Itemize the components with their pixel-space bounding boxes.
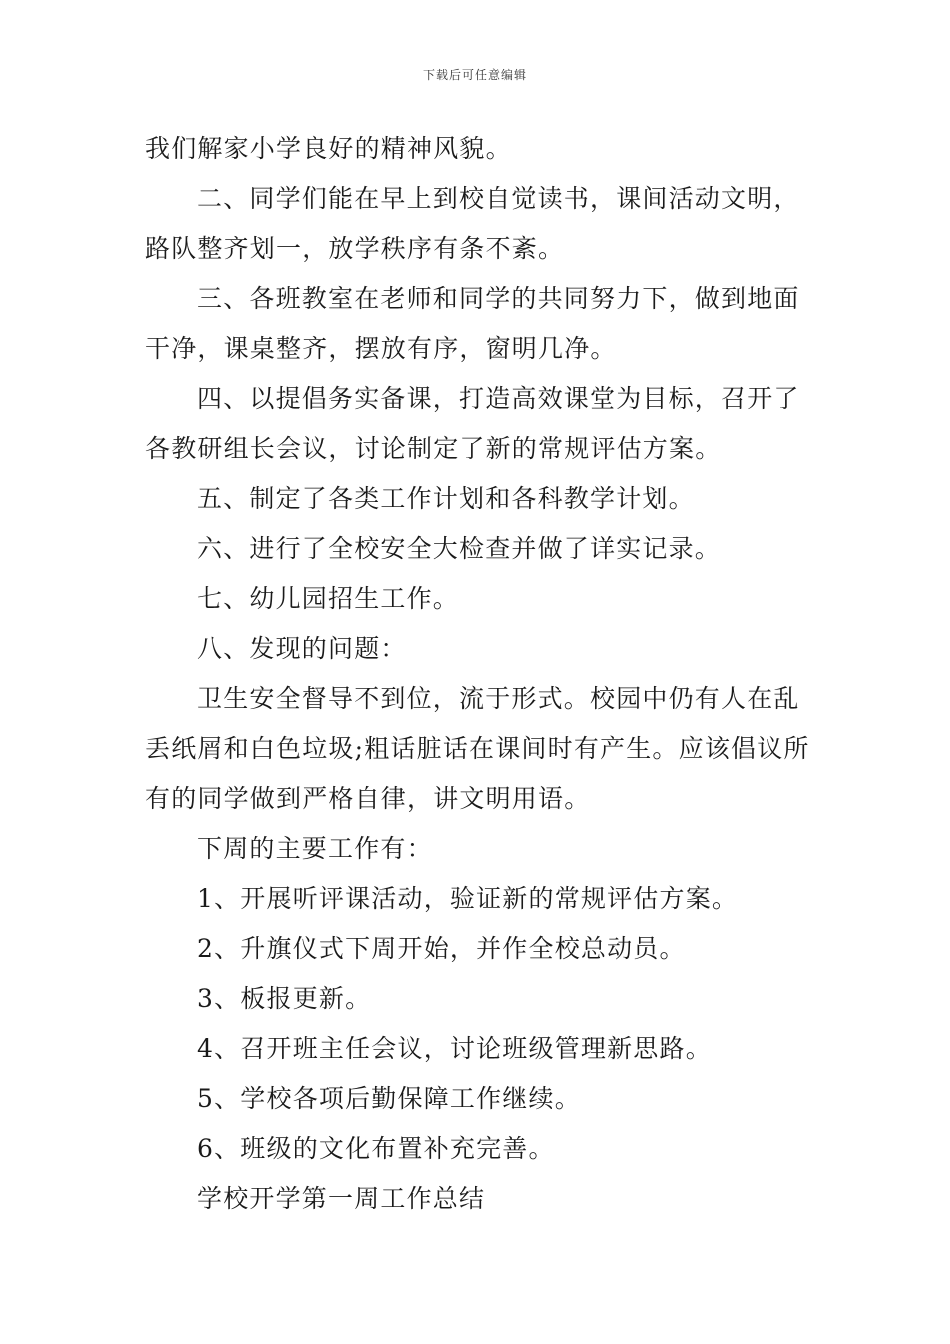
next-week-item-6: 6、班级的文化布置补充完善。 (197, 1134, 555, 1163)
paragraph-problems: 卫生安全督导不到位，流于形式。校园中仍有人在乱丢纸屑和白色垃圾;粗话脏话在课间时有产生。应该倡议所有的同学做到严格自律，讲文明用语。 (145, 684, 810, 813)
paragraph-next-week-heading: 下周的主要工作有： (197, 834, 433, 863)
paragraph-item-2: 二、同学们能在早上到校自觉读书，课间活动文明，路队整齐划一，放学秩序有条不紊。 (145, 184, 800, 263)
paragraph-item-5: 五、制定了各类工作计划和各科教学计划。 (197, 484, 695, 513)
paragraph-item-4: 四、以提倡务实备课，打造高效课堂为目标，召开了各教研组长会议，讨论制定了新的常规评估方案。 (145, 384, 800, 463)
section-title-next: 学校开学第一周工作总结 (197, 1184, 486, 1213)
next-week-item-5: 5、学校各项后勤保障工作继续。 (197, 1084, 581, 1113)
paragraph-item-7: 七、幼儿园招生工作。 (197, 584, 460, 613)
paragraph-intro-continuation: 我们解家小学良好的精神风貌。 (145, 134, 512, 163)
next-week-item-4: 4、召开班主任会议，讨论班级管理新思路。 (197, 1034, 712, 1063)
document-body (145, 124, 810, 1224)
next-week-item-2: 2、升旗仪式下周开始，并作全校总动员。 (197, 934, 686, 963)
next-week-item-1: 1、开展听评课活动，验证新的常规评估方案。 (197, 884, 739, 913)
paragraph-item-8-heading: 八、发现的问题： (197, 634, 407, 663)
paragraph-item-6: 六、进行了全校安全大检查并做了详实记录。 (197, 534, 722, 563)
next-week-item-3: 3、板报更新。 (197, 984, 372, 1013)
paragraph-item-3: 三、各班教室在老师和同学的共同努力下，做到地面干净，课桌整齐，摆放有序，窗明几净。 (145, 284, 800, 363)
page-header: 下载后可任意编辑 (422, 68, 527, 82)
